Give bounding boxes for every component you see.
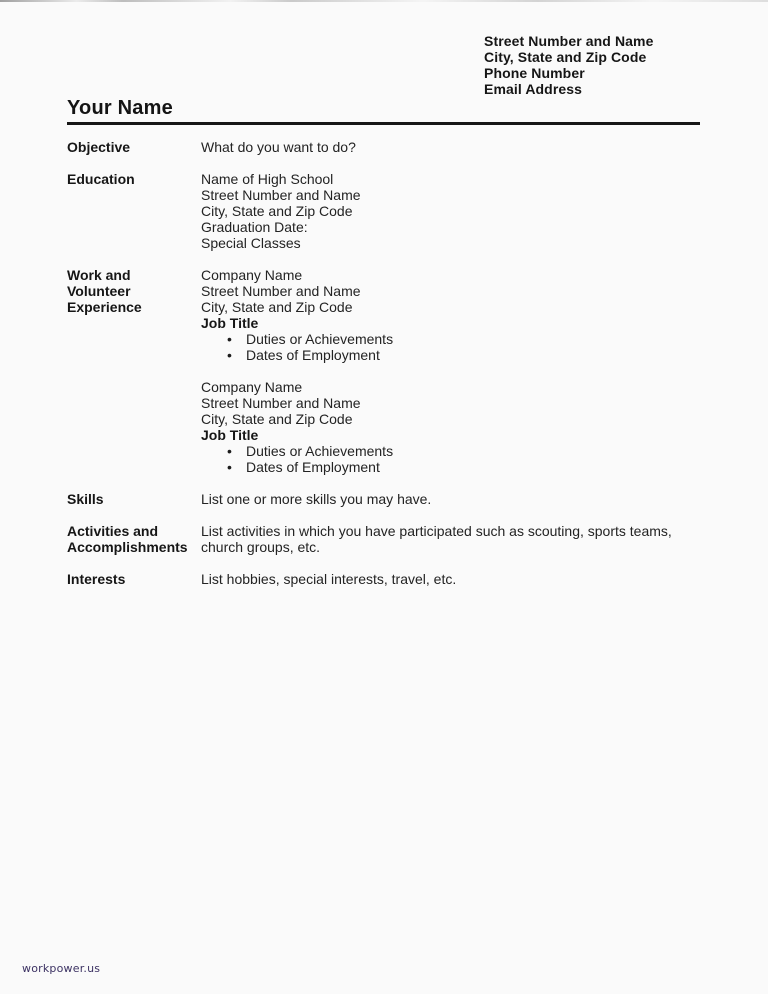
experience-label-line: Work and <box>67 267 131 283</box>
section-education <box>67 171 700 251</box>
section-objective <box>67 139 700 155</box>
scan-edge-artifact <box>0 0 768 2</box>
section-skills <box>67 491 700 507</box>
contact-block <box>484 33 653 97</box>
document-body <box>67 96 700 603</box>
education-details <box>201 171 675 251</box>
job-title: Job Title <box>201 427 259 443</box>
education-school: Name of High School <box>201 171 334 187</box>
job-bullet-duties: • Duties or Achievements <box>201 331 675 347</box>
name-heading: Your Name <box>67 97 173 119</box>
contact-street: Street Number and Name <box>484 33 654 49</box>
job-street: Street Number and Name <box>201 283 361 299</box>
job-block <box>201 267 675 363</box>
activities-label-line: Activities and <box>67 523 159 539</box>
job-bullet-dates: • Dates of Employment <box>201 347 675 363</box>
activities-label-line: Accomplishments <box>67 539 188 555</box>
job-street: Street Number and Name <box>201 395 361 411</box>
contact-email: Email Address <box>484 81 583 97</box>
watermark-text: workpower.us <box>22 962 101 975</box>
experience-label <box>67 267 201 475</box>
resume-sections <box>67 139 700 587</box>
job-title: Job Title <box>201 315 259 331</box>
objective-text: What do you want to do? <box>201 139 356 155</box>
skills-text: List one or more skills you may have. <box>201 491 432 507</box>
education-label: Education <box>67 171 135 187</box>
interests-label: Interests <box>67 571 126 587</box>
section-interests <box>67 571 700 587</box>
job-city: City, State and Zip Code <box>201 299 353 315</box>
experience-label-line: Experience <box>67 299 142 315</box>
skills-label: Skills <box>67 491 104 507</box>
objective-label: Objective <box>67 139 131 155</box>
job-bullet-duties: • Duties or Achievements <box>201 443 675 459</box>
section-experience <box>67 267 700 475</box>
job-bullet-dates: • Dates of Employment <box>201 459 675 475</box>
job-company: Company Name <box>201 379 303 395</box>
job-block <box>201 379 675 475</box>
activities-label <box>67 523 201 555</box>
education-city: City, State and Zip Code <box>201 203 353 219</box>
experience-details <box>201 267 675 475</box>
contact-city: City, State and Zip Code <box>484 49 647 65</box>
name-underline <box>67 96 700 125</box>
education-special-classes: Special Classes <box>201 235 301 251</box>
interests-text: List hobbies, special interests, travel, etc. <box>201 571 457 587</box>
contact-phone: Phone Number <box>484 65 585 81</box>
activities-text: List activities in which you have participated such as scouting, sports teams, church groups, etc. <box>201 523 672 555</box>
education-street: Street Number and Name <box>201 187 361 203</box>
job-company: Company Name <box>201 267 303 283</box>
experience-label-line: Volunteer <box>67 283 131 299</box>
job-city: City, State and Zip Code <box>201 411 353 427</box>
education-graduation-date: Graduation Date: <box>201 219 308 235</box>
section-activities <box>67 523 700 555</box>
